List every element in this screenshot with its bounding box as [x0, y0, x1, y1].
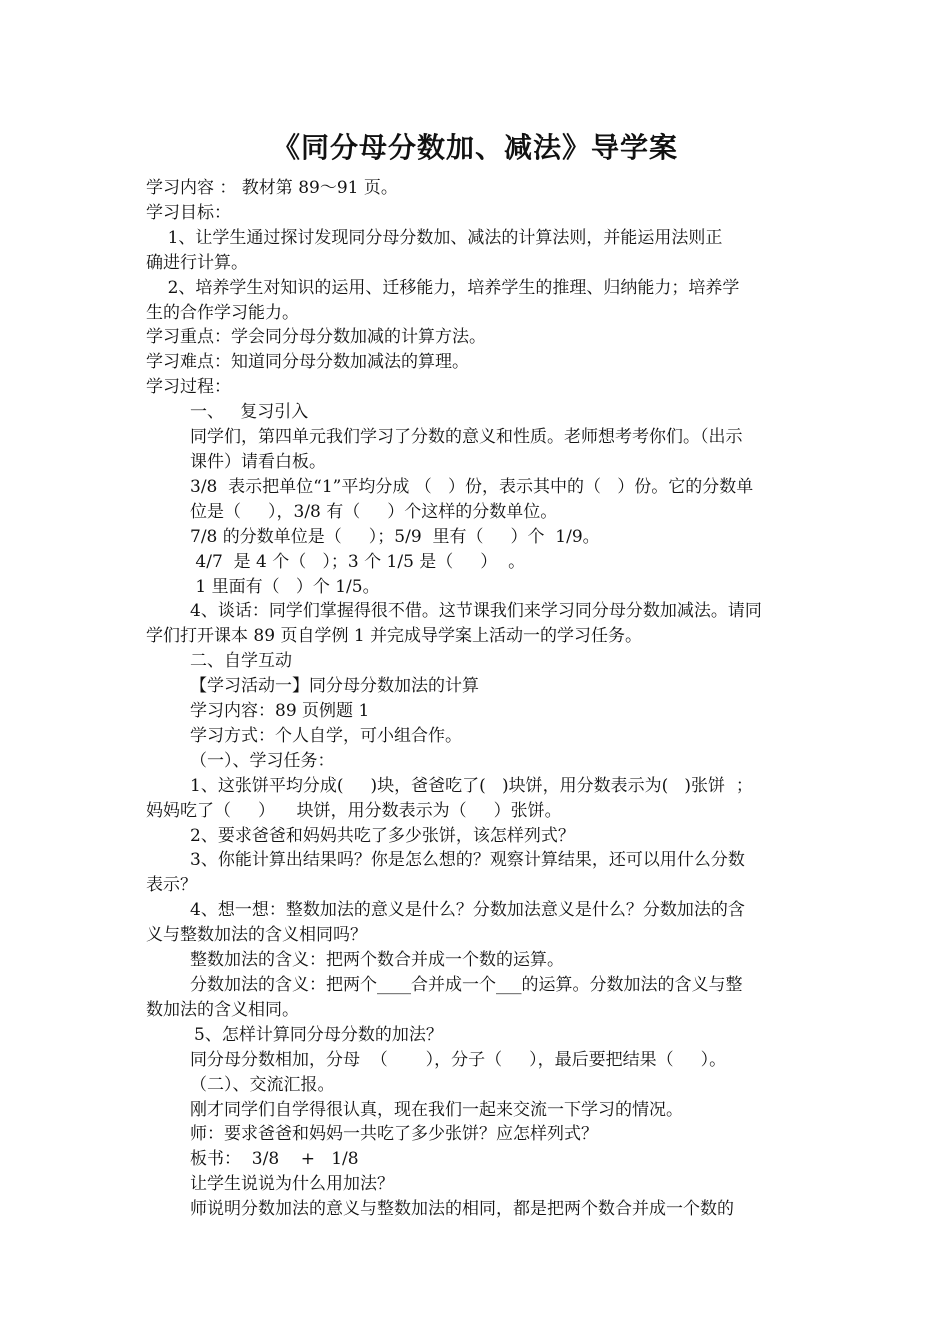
text-line: 刚才同学们自学得很认真，现在我们一起来交流一下学习的情况。 [190, 1099, 683, 1120]
text-line: 1、这张饼平均分成( )块，爸爸吃了( )块饼，用分数表示为( )张饼 ； [190, 775, 753, 796]
text-line: 4/7 是 4 个（ ）；3 个 1/5 是（ ） 。 [190, 551, 526, 572]
text-line: 让学生说说为什么用加法？ [190, 1174, 394, 1195]
text-line: 3/8 表示把单位“1”平均分成 （ ）份，表示其中的（ ）份。它的分数单 [190, 476, 754, 497]
text-line: 分数加法的含义：把两个____合并成一个___的运算。分数加法的含义与整 [190, 975, 743, 995]
text-line: 板书： 3/8 + 1/8 [190, 1149, 359, 1170]
text-line: 4、谈话：同学们掌握得很不借。这节课我们来学习同分母分数加减法。请同 [190, 601, 762, 622]
text-line: 同学们，第四单元我们学习了分数的意义和性质。老师想考考你们。（出示 [190, 427, 743, 448]
text-line: 学们打开课本 89 页自学例 1 并完成导学案上活动一的学习任务。 [146, 626, 643, 647]
text-line: 师：要求爸爸和妈妈一共吃了多少张饼？应怎样列式？ [190, 1124, 598, 1145]
text-line: 5、怎样计算同分母分数的加法？ [194, 1024, 443, 1045]
text-line: 表示？ [146, 875, 197, 896]
text-line: 学习内容：89 页例题 1 [190, 701, 370, 722]
text-line: 义与整数加法的含义相同吗？ [146, 925, 367, 946]
text-line: 生的合作学习能力。 [146, 302, 299, 323]
text-line: （二）、交流汇报。 [190, 1074, 335, 1095]
text-line: 一、 复习引入 [190, 402, 309, 423]
document-title: 《同分母分数加、减法》导学案 [271, 131, 678, 164]
text-line: 妈妈吃了（ ） 块饼，用分数表示为（ ）张饼。 [146, 800, 562, 821]
text-line: 1 里面有（ ）个 1/5。 [190, 576, 380, 597]
text-line: 3、你能计算出结果吗？你是怎么想的？观察计算结果，还可以用什么分数 [190, 850, 745, 871]
text-line: 同分母分数相加，分母 （ ），分子（ ），最后要把结果（ ）。 [190, 1049, 727, 1070]
text-line: 学习难点：知道同分母分数加减法的算理。 [146, 352, 469, 373]
text-line: 数加法的含义相同。 [146, 999, 299, 1020]
text-line: （一）、学习任务： [190, 750, 335, 771]
text-line: 学习过程： [146, 377, 231, 398]
document-body [146, 176, 814, 1222]
text-line: 课件）请看白板。 [190, 451, 326, 472]
text-line: 学习重点：学会同分母分数加减的计算方法。 [146, 327, 486, 348]
text-line: 4、想一想：整数加法的意义是什么？分数加法意义是什么？分数加法的含 [190, 900, 745, 921]
text-line: 1、让学生通过探讨发现同分母分数加、减法的计算法则，并能运用法则正 [146, 227, 723, 248]
text-line: 确进行计算。 [146, 252, 248, 273]
text-line: 2、要求爸爸和妈妈共吃了多少张饼，该怎样列式？ [190, 825, 575, 846]
text-line: 位是（ ），3/8 有（ ）个这样的分数单位。 [190, 501, 558, 522]
text-line: 学习目标： [146, 202, 231, 223]
text-line: 【学习活动一】同分母分数加法的计算 [190, 676, 479, 697]
text-line: 2、培养学生对知识的运用、迁移能力，培养学生的推理、归纳能力；培养学 [146, 277, 740, 298]
text-line: 学习内容 ： 教材第 89～91 页。 [146, 178, 398, 198]
text-line: 师说明分数加法的意义与整数加法的相同，都是把两个数合并成一个数的 [190, 1199, 734, 1220]
text-line: 学习方式：个人自学，可小组合作。 [190, 725, 462, 746]
text-line: 整数加法的含义：把两个数合并成一个数的运算。 [190, 950, 564, 971]
text-line: 7/8 的分数单位是（ ）；5/9 里有（ ）个 1/9。 [190, 526, 600, 547]
text-line: 二、自学互动 [190, 651, 292, 672]
